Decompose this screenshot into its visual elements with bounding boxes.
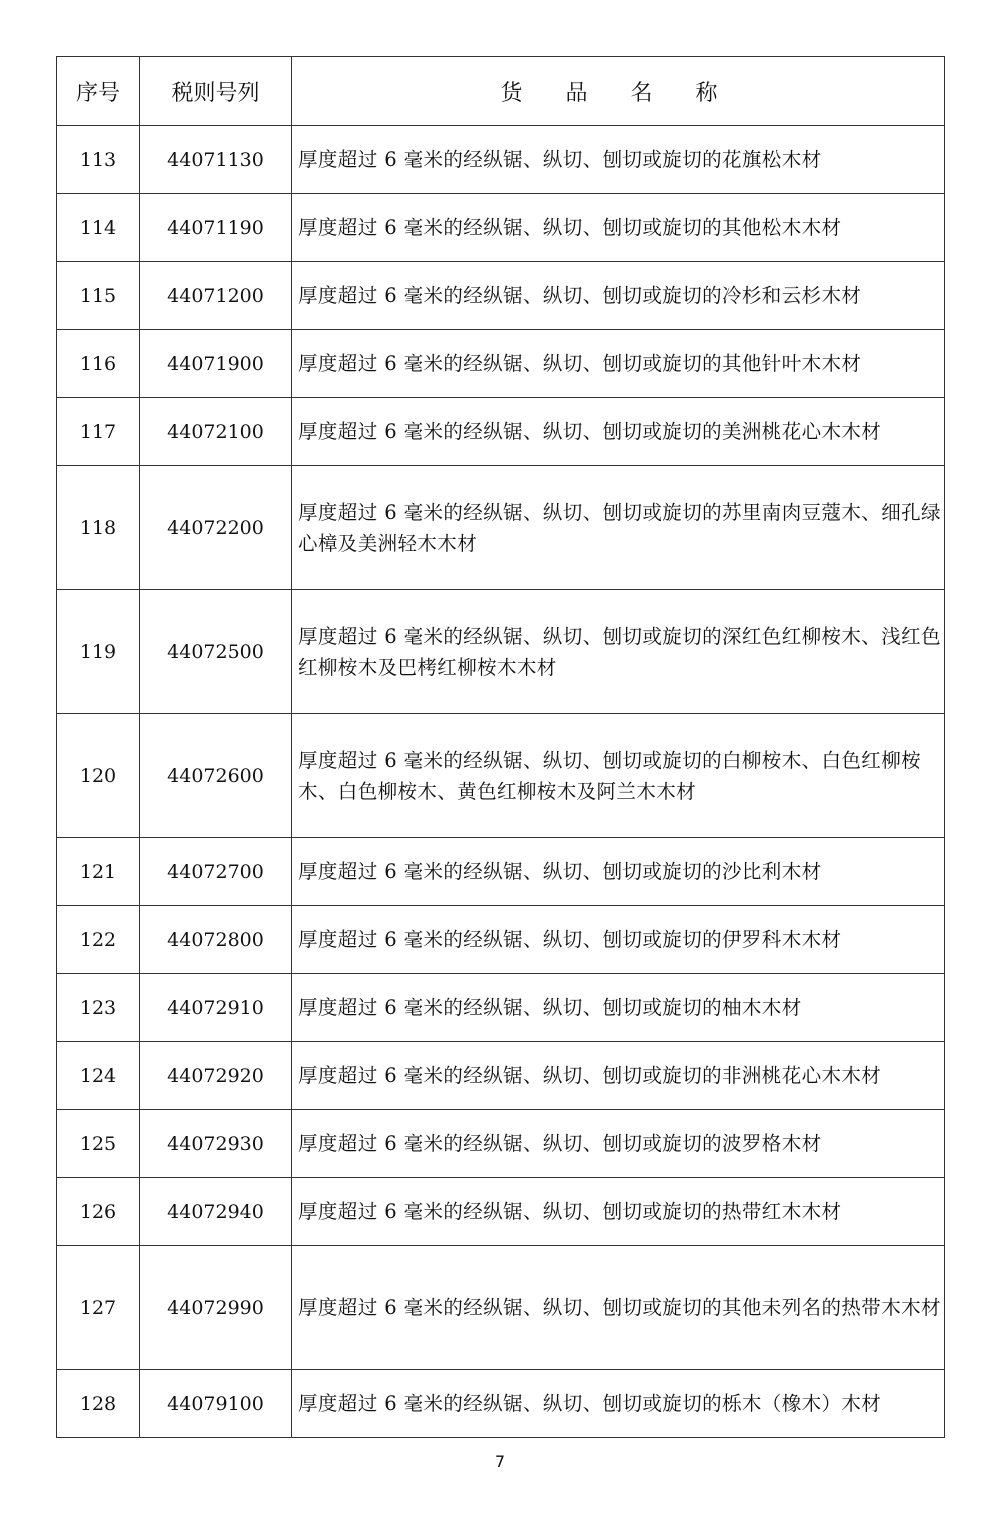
table-row [57,330,945,398]
table-row [57,974,945,1042]
row-code: 44072930 [140,1110,292,1178]
row-seq: 118 [57,466,140,590]
row-goods-name: 厚度超过 6 毫米的经纵锯、纵切、刨切或旋切的花旗松木材 [292,126,945,194]
table-header-row [57,57,945,126]
row-code: 44072500 [140,590,292,714]
table-row [57,714,945,838]
table-row [57,906,945,974]
table-row [57,466,945,590]
row-code: 44072940 [140,1178,292,1246]
row-goods-name: 厚度超过 6 毫米的经纵锯、纵切、刨切或旋切的白柳桉木、白色红柳桉木、白色柳桉木、黄色红柳桉木及阿兰木木材 [292,714,945,838]
header-seq: 序号 [57,57,140,126]
table-row [57,590,945,714]
row-code: 44072800 [140,906,292,974]
row-goods-name: 厚度超过 6 毫米的经纵锯、纵切、刨切或旋切的栎木（橡木）木材 [292,1370,945,1438]
row-goods-name: 厚度超过 6 毫米的经纵锯、纵切、刨切或旋切的苏里南肉豆蔻木、细孔绿心樟及美洲轻木木材 [292,466,945,590]
table-row [57,1110,945,1178]
row-code: 44071130 [140,126,292,194]
row-seq: 127 [57,1246,140,1370]
row-goods-name: 厚度超过 6 毫米的经纵锯、纵切、刨切或旋切的其他未列名的热带木木材 [292,1246,945,1370]
page-number: 7 [494,1452,506,1471]
table-row [57,126,945,194]
row-code: 44071190 [140,194,292,262]
row-code: 44071200 [140,262,292,330]
row-seq: 121 [57,838,140,906]
table-row [57,194,945,262]
goods-table [56,56,945,1438]
row-code: 44079100 [140,1370,292,1438]
row-goods-name: 厚度超过 6 毫米的经纵锯、纵切、刨切或旋切的冷杉和云杉木材 [292,262,945,330]
row-goods-name: 厚度超过 6 毫米的经纵锯、纵切、刨切或旋切的其他松木木材 [292,194,945,262]
row-goods-name: 厚度超过 6 毫米的经纵锯、纵切、刨切或旋切的其他针叶木木材 [292,330,945,398]
row-goods-name: 厚度超过 6 毫米的经纵锯、纵切、刨切或旋切的柚木木材 [292,974,945,1042]
table-row [57,1042,945,1110]
row-code: 44072100 [140,398,292,466]
row-seq: 113 [57,126,140,194]
row-code: 44072990 [140,1246,292,1370]
table-row [57,1246,945,1370]
row-code: 44072700 [140,838,292,906]
row-code: 44072600 [140,714,292,838]
table-body [57,126,945,1438]
table-row [57,1178,945,1246]
row-seq: 125 [57,1110,140,1178]
row-goods-name: 厚度超过 6 毫米的经纵锯、纵切、刨切或旋切的伊罗科木木材 [292,906,945,974]
table-row [57,838,945,906]
table-row [57,398,945,466]
row-goods-name: 厚度超过 6 毫米的经纵锯、纵切、刨切或旋切的热带红木木材 [292,1178,945,1246]
row-seq: 114 [57,194,140,262]
row-goods-name: 厚度超过 6 毫米的经纵锯、纵切、刨切或旋切的美洲桃花心木木材 [292,398,945,466]
row-seq: 128 [57,1370,140,1438]
row-seq: 126 [57,1178,140,1246]
header-code: 税则号列 [140,57,292,126]
row-goods-name: 厚度超过 6 毫米的经纵锯、纵切、刨切或旋切的深红色红柳桉木、浅红色红柳桉木及巴栲红柳桉木木材 [292,590,945,714]
header-name: 货 品 名 称 [292,57,945,126]
row-seq: 123 [57,974,140,1042]
row-seq: 119 [57,590,140,714]
row-goods-name: 厚度超过 6 毫米的经纵锯、纵切、刨切或旋切的沙比利木材 [292,838,945,906]
row-seq: 117 [57,398,140,466]
row-seq: 120 [57,714,140,838]
row-seq: 122 [57,906,140,974]
row-goods-name: 厚度超过 6 毫米的经纵锯、纵切、刨切或旋切的波罗格木材 [292,1110,945,1178]
row-seq: 116 [57,330,140,398]
row-seq: 115 [57,262,140,330]
table-row [57,262,945,330]
row-code: 44072200 [140,466,292,590]
row-code: 44071900 [140,330,292,398]
row-code: 44072920 [140,1042,292,1110]
row-goods-name: 厚度超过 6 毫米的经纵锯、纵切、刨切或旋切的非洲桃花心木木材 [292,1042,945,1110]
row-code: 44072910 [140,974,292,1042]
table-row [57,1370,945,1438]
row-seq: 124 [57,1042,140,1110]
